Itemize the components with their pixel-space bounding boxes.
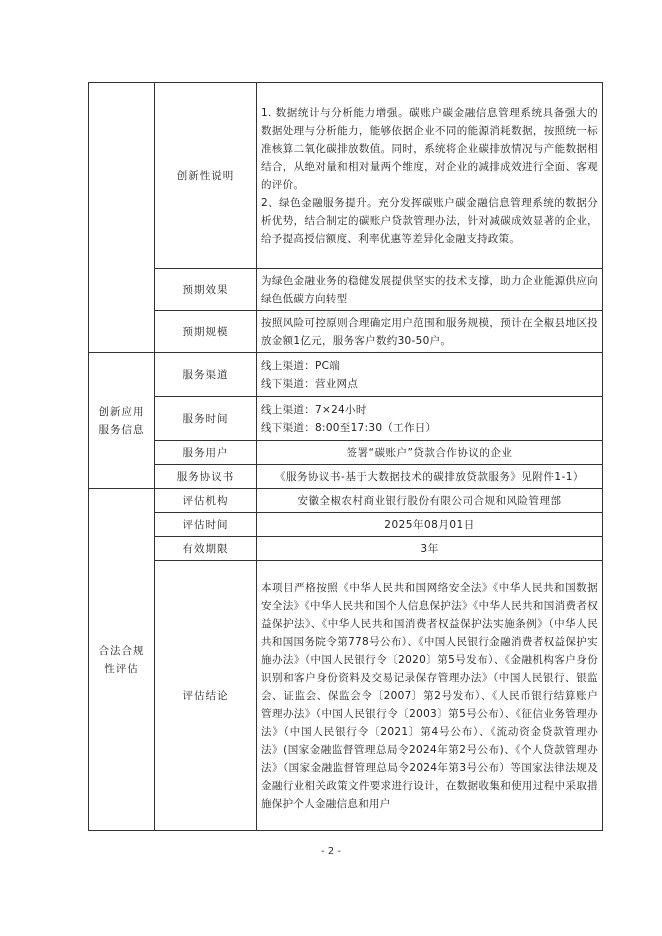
service-time-offline: 线下渠道：8:00至17:30（工作日） bbox=[261, 421, 437, 434]
compliance-time-row bbox=[89, 513, 603, 537]
expected-scale-row bbox=[89, 311, 603, 353]
innovation-desc-paragraph-1: 1. 数据统计与分析能力增强。碳账户碳金融信息管理系统具备强大的数据处理与分析能力，能够依据企业不同的能源消耗数据，按照统一标准核算二氧化碳排放数值。同时，系统将企业碳排放情况与产能数据相结合，从绝对量和相对量两个维度，对企业的减排成效进行全面、客观的评价。 bbox=[261, 106, 598, 191]
service-users-label: 服务用户 bbox=[155, 441, 257, 465]
service-agreement-text: 《服务协议书-基于大数据技术的碳排放贷款服务》见附件1-1） bbox=[257, 465, 603, 489]
compliance-validity-text: 3年 bbox=[257, 537, 603, 561]
service-channel-label: 服务渠道 bbox=[155, 353, 257, 397]
service-agreement-row bbox=[89, 465, 603, 489]
compliance-conclusion-text: 本项目严格按照《中华人民共和国网络安全法》《中华人民共和国数据安全法》《中华人民共和国个人信息保护法》《中华人民共和国消费者权益保护法》、《中华人民共和国消费者权益保护法实施条例》（中华人民共和国国务院令第778号公布）、《中国人民银行金融消费者权益保护实施办法》（中国人民银行令〔2020〕第5号发布）、《金融机构客户身份识别和客户身份资料及交易记录保存管理办法》（中国人民银行、银监会、证监会、保监会令〔2007〕第2号发布）、《人民币银行结算账户管理办法》（中国人民银行令〔2003〕第5号公布）、《征信业务管理办法》（中国人民银行令〔2021〕第4号公布）、《流动资金贷款管理办法》(国家金融监督管理总局令2024年第2号公布)、《个人贷款管理办法》（国家金融监督管理总局令2024年第3号公布）等国家法律法规及金融行业相关政策文件要求进行设计，在数据收集和使用过程中采取措施保护个人金融信息和用户 bbox=[257, 561, 603, 831]
compliance-conclusion-label: 评估结论 bbox=[155, 561, 257, 831]
innovation-desc-paragraph-2: 2、绿色金融服务提升。充分发挥碳账户碳金融信息管理系统的数据分析优势，结合制定的碳账户贷款管理办法，针对减碳成效显著的企业，给予提高授信额度、利率优惠等差异化金融支持政策。 bbox=[261, 196, 598, 245]
compliance-org-label: 评估机构 bbox=[155, 489, 257, 513]
compliance-group-label: 合法合规性评估 bbox=[89, 489, 155, 831]
service-users-text: 签署“碳账户”贷款合作协议的企业 bbox=[257, 441, 603, 465]
service-time-online: 线上渠道：7×24小时 bbox=[261, 403, 367, 416]
compliance-validity-label: 有效期限 bbox=[155, 537, 257, 561]
expected-effect-label: 预期效果 bbox=[155, 269, 257, 311]
expected-effect-row bbox=[89, 269, 603, 311]
compliance-validity-row bbox=[89, 537, 603, 561]
service-time-label: 服务时间 bbox=[155, 397, 257, 441]
innovation-desc-label: 创新性说明 bbox=[155, 83, 257, 269]
service-time-row bbox=[89, 397, 603, 441]
service-channel-online: 线上渠道：PC端 bbox=[261, 359, 341, 372]
expected-scale-text: 按照风险可控原则合理确定用户范围和服务规模，预计在全椒县地区投放金额1亿元，服务客户数约30-50户。 bbox=[257, 311, 603, 353]
compliance-org-text: 安徽全椒农村商业银行股份有限公司合规和风险管理部 bbox=[257, 489, 603, 513]
compliance-time-text: 2025年08月01日 bbox=[257, 513, 603, 537]
service-time-content bbox=[257, 397, 603, 441]
expected-effect-text: 为绿色金融业务的稳健发展提供坚实的技术支撑，助力企业能源供应向绿色低碳方向转型 bbox=[257, 269, 603, 311]
project-info-table bbox=[88, 82, 603, 831]
service-channel-offline: 线下渠道：营业网点 bbox=[261, 377, 359, 390]
compliance-org-row bbox=[89, 489, 603, 513]
page-number: - 2 - bbox=[321, 846, 341, 857]
compliance-conclusion-row bbox=[89, 561, 603, 831]
service-agreement-label: 服务协议书 bbox=[155, 465, 257, 489]
service-users-row bbox=[89, 441, 603, 465]
compliance-time-label: 评估时间 bbox=[155, 513, 257, 537]
service-channel-content bbox=[257, 353, 603, 397]
innovation-group-cell bbox=[89, 83, 155, 353]
service-group-label: 创新应用服务信息 bbox=[89, 353, 155, 489]
expected-scale-label: 预期规模 bbox=[155, 311, 257, 353]
innovation-desc-content bbox=[257, 83, 603, 269]
innovation-desc-row bbox=[89, 83, 603, 269]
service-channel-row bbox=[89, 353, 603, 397]
